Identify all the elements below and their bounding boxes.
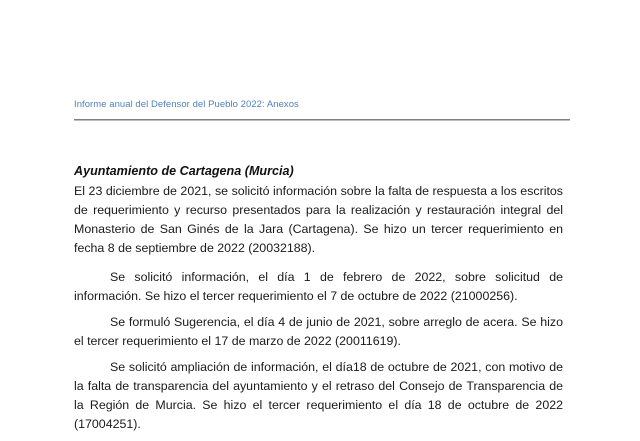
section-title: Ayuntamiento de Cartagena (Murcia) — [74, 164, 294, 178]
paragraph-solicitud-informacion: Se solicitó información, el día 1 de febrero de 2022, sobre solicitud de información. Se hizo el tercer requerimiento el 7 de octubre de 2022 (21000256). — [74, 270, 563, 303]
document-body — [74, 163, 563, 441]
paragraph-monasterio: El 23 diciembre de 2021, se solicitó información sobre la falta de respuesta a los escritos de requerimiento y recurso presentados para la realización y restauración integral del Monasterio de San Ginés de la Jara (Cartagena). Se hizo un tercer requerimiento en fecha 8 de septiembre de 2022 (20032188). — [74, 184, 563, 255]
header-divider — [74, 119, 570, 121]
paragraph-sugerencia-acera: Se formuló Sugerencia, el día 4 de junio de 2021, sobre arreglo de acera. Se hizo el tercer requerimiento el 17 de marzo de 2022 (20011619). — [74, 315, 563, 348]
running-title: Informe anual del Defensor del Pueblo 2022: Anexos — [74, 99, 299, 110]
page-header — [74, 99, 574, 111]
paragraph-transparencia: Se solicitó ampliación de información, el día18 de octubre de 2021, con motivo de la falta de transparencia del ayuntamiento y el retraso del Consejo de Transparencia de la Región de Murcia. Se hizo el tercer requerimiento el día 18 de octubre de 2022 (17004251). — [74, 360, 563, 431]
